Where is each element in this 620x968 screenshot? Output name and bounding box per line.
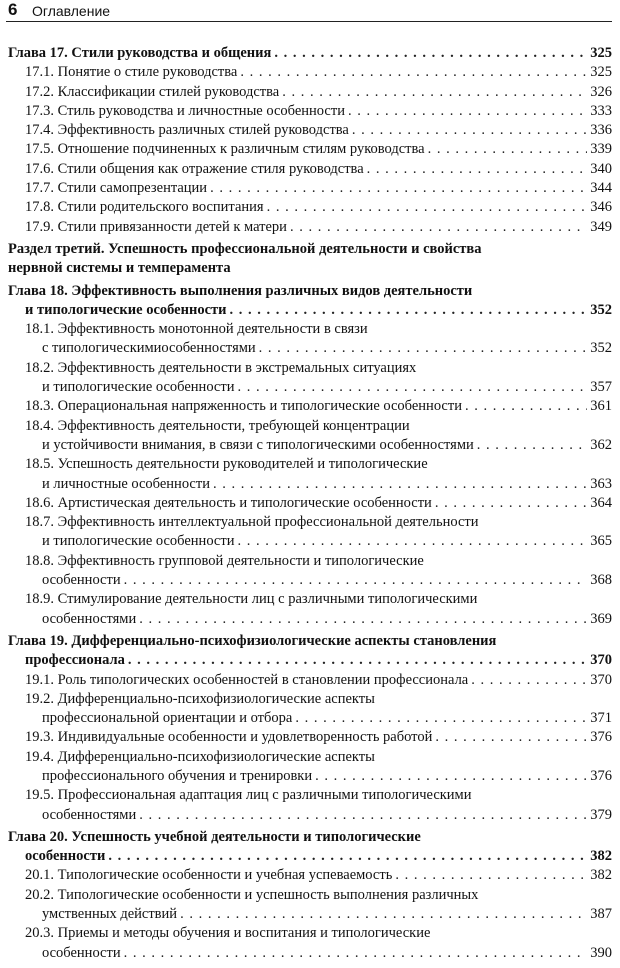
toc-entry-title: 17.7. Стили самопрезентации — [25, 180, 208, 197]
dot-leader — [240, 63, 587, 82]
toc-entry-title: 18.1. Эффективность монотонной деятельности в связи — [25, 321, 368, 338]
toc-page-number: 361 — [590, 398, 612, 415]
toc-entry-title: с типологическимиособенностями — [42, 340, 256, 357]
dot-leader — [465, 397, 587, 416]
toc-page-number: 376 — [590, 767, 612, 784]
toc-section-entry — [8, 63, 612, 82]
toc-entry-title: особенности — [42, 572, 121, 589]
toc-chapter-entry — [8, 44, 612, 63]
dot-leader — [367, 160, 588, 179]
toc-page-number: 340 — [590, 160, 612, 177]
toc-entry-title: 17.3. Стиль руководства и личностные особенности — [25, 102, 345, 119]
toc-section-entry — [8, 160, 612, 179]
running-title: Оглавление — [32, 3, 111, 19]
toc-page-number: 363 — [590, 475, 612, 492]
toc-section-entry — [8, 359, 612, 398]
toc-entry-title: 18.5. Успешность деятельности руководителей и типологические — [25, 456, 428, 473]
dot-leader — [352, 121, 587, 140]
toc-entry-title: 19.2. Дифференциально-психофизиологические аспекты — [25, 690, 375, 707]
toc-page-number: 376 — [590, 729, 612, 746]
dot-leader — [471, 671, 587, 690]
dot-leader — [282, 83, 587, 102]
toc-entry-title: профессионала — [25, 652, 125, 669]
toc-entry-title: 19.3. Индивидуальные особенности и удовлетворенность работой — [25, 729, 433, 746]
toc-page-number: 379 — [590, 806, 612, 823]
toc-section-entry — [8, 417, 612, 456]
toc-entry-title: и типологические особенности — [42, 533, 235, 550]
toc-section-entry — [8, 494, 612, 513]
toc-page-number: 382 — [590, 848, 612, 865]
toc-chapter-entry — [8, 632, 612, 671]
toc-section-entry — [8, 748, 612, 787]
toc-entry-title: 17.4. Эффективность различных стилей руководства — [25, 122, 349, 139]
dot-leader — [274, 44, 587, 63]
toc-page-number: 352 — [590, 301, 612, 318]
toc-page-number: 336 — [590, 122, 612, 139]
toc-entry-title: особенностями — [42, 610, 137, 627]
toc-page-number: 390 — [590, 944, 612, 961]
toc-entry-title: 18.7. Эффективность интеллектуальной профессиональной деятельности — [25, 514, 479, 531]
toc-section-entry — [8, 866, 612, 885]
dot-leader — [267, 198, 588, 217]
running-header — [6, 0, 612, 22]
toc-entry-title: особенности — [42, 944, 121, 961]
toc-part-heading — [8, 240, 612, 279]
dot-leader — [180, 905, 587, 924]
toc-page-number: 333 — [590, 102, 612, 119]
toc-entry-title: 17.1. Понятие о стиле руководства — [25, 64, 238, 81]
toc-entry-title: 17.6. Стили общения как отражение стиля руководства — [25, 160, 364, 177]
dot-leader — [435, 728, 587, 747]
dot-leader — [230, 301, 588, 320]
toc-entry-title: умственных действий — [42, 906, 178, 923]
toc-entry-title: 20.2. Типологические особенности и успешность выполнения различных — [25, 886, 479, 903]
table-of-contents — [8, 44, 612, 963]
toc-section-entry — [8, 397, 612, 416]
toc-entry-title: Глава 20. Успешность учебной деятельности и типологические — [8, 828, 421, 845]
toc-page-number: 325 — [590, 64, 612, 81]
toc-entry-title: Глава 19. Дифференциально-психофизиологические аспекты становления — [8, 632, 497, 649]
toc-section-entry — [8, 590, 612, 629]
dot-leader — [237, 532, 587, 551]
toc-entry-title: и личностные особенности — [42, 475, 210, 492]
toc-entry-title: Глава 18. Эффективность выполнения различных видов деятельности — [8, 282, 473, 299]
toc-page-number: 352 — [590, 340, 612, 357]
dot-leader — [139, 610, 587, 629]
toc-section-entry — [8, 690, 612, 729]
toc-entry-title: 17.2. Классификации стилей руководства — [25, 83, 280, 100]
dot-leader — [259, 339, 588, 358]
toc-section-entry — [8, 455, 612, 494]
toc-section-entry — [8, 320, 612, 359]
dot-leader — [128, 651, 587, 670]
toc-entry-title: 19.1. Роль типологических особенностей в становлении профессионала — [25, 671, 469, 688]
toc-entry-title: особенности — [25, 848, 106, 865]
page-number: 6 — [8, 0, 18, 19]
toc-section-entry — [8, 513, 612, 552]
toc-page-number: 371 — [590, 710, 612, 727]
toc-entry-title: Раздел третий. Успешность профессиональной деятельности и свойства — [8, 240, 482, 257]
toc-entry-title: 19.5. Профессиональная адаптация лиц с различными типологическими — [25, 787, 472, 804]
toc-page-number: 368 — [590, 572, 612, 589]
toc-section-entry — [8, 728, 612, 747]
toc-section-entry — [8, 552, 612, 591]
toc-entry-title: и типологические особенности — [42, 379, 235, 396]
dot-leader — [295, 709, 587, 728]
toc-page-number: 325 — [590, 45, 612, 61]
dot-leader — [210, 179, 587, 198]
toc-section-entry — [8, 140, 612, 159]
toc-page-number: 362 — [590, 436, 612, 453]
toc-entry-title: 19.4. Дифференциально-психофизиологические аспекты — [25, 748, 375, 765]
toc-entry-title: 17.5. Отношение подчиненных к различным стилям руководства — [25, 141, 425, 158]
toc-section-entry — [8, 179, 612, 198]
toc-entry-title: особенностями — [42, 806, 137, 823]
toc-page-number: 370 — [590, 652, 612, 669]
toc-page-number: 364 — [590, 494, 612, 511]
toc-entry-title: 20.1. Типологические особенности и учебная успеваемость — [25, 867, 393, 884]
toc-entry-title: 20.3. Приемы и методы обучения и воспитания и типологические — [25, 925, 431, 942]
toc-entry-title: 18.6. Артистическая деятельность и типологические особенности — [25, 494, 432, 511]
dot-leader — [477, 436, 587, 455]
toc-entry-title: 18.2. Эффективность деятельности в экстремальных ситуациях — [25, 359, 417, 376]
toc-entry-title: нервной системы и темперамента — [8, 260, 231, 277]
toc-chapter-entry — [8, 282, 612, 321]
toc-entry-title: 18.8. Эффективность групповой деятельности и типологические — [25, 552, 424, 569]
toc-chapter-entry — [8, 828, 612, 867]
dot-leader — [237, 378, 587, 397]
toc-page-number: 339 — [590, 141, 612, 158]
toc-entry-title: 18.3. Операциональная напряженность и типологические особенности — [25, 398, 462, 415]
toc-section-entry — [8, 786, 612, 825]
toc-section-entry — [8, 102, 612, 121]
toc-entry-title: и типологические особенности — [25, 301, 227, 318]
toc-section-entry — [8, 198, 612, 217]
dot-leader — [348, 102, 587, 121]
toc-entry-title: профессионального обучения и тренировки — [42, 767, 313, 784]
toc-entry-title: 18.9. Стимулирование деятельности лиц с различными типологическими — [25, 591, 478, 608]
toc-entry-title: 18.4. Эффективность деятельности, требующей концентрации — [25, 417, 410, 434]
toc-section-entry — [8, 121, 612, 140]
toc-page-number: 370 — [590, 671, 612, 688]
dot-leader — [290, 218, 587, 237]
toc-page-number: 382 — [590, 867, 612, 884]
toc-section-entry — [8, 924, 612, 963]
toc-page-number: 346 — [590, 199, 612, 216]
toc-page-number: 387 — [590, 906, 612, 923]
dot-leader — [108, 847, 587, 866]
dot-leader — [395, 866, 587, 885]
toc-section-entry — [8, 886, 612, 925]
dot-leader — [428, 140, 588, 159]
dot-leader — [124, 571, 588, 590]
toc-section-entry — [8, 671, 612, 690]
toc-page-number: 369 — [590, 610, 612, 627]
toc-entry-title: 17.8. Стили родительского воспитания — [25, 199, 264, 216]
dot-leader — [213, 475, 587, 494]
toc-page-number: 326 — [590, 83, 612, 100]
toc-entry-title: профессиональной ориентации и отбора — [42, 710, 293, 727]
toc-page-number: 349 — [590, 218, 612, 235]
toc-page-number: 365 — [590, 533, 612, 550]
toc-page-number: 344 — [590, 180, 612, 197]
dot-leader — [124, 944, 588, 963]
dot-leader — [139, 806, 587, 825]
dot-leader — [435, 494, 587, 513]
toc-entry-title: 17.9. Стили привязанности детей к матери — [25, 218, 287, 235]
toc-section-entry — [8, 218, 612, 237]
toc-entry-title: и устойчивости внимания, в связи с типологическими особенностями — [42, 436, 474, 453]
toc-page-number: 357 — [590, 379, 612, 396]
toc-section-entry — [8, 83, 612, 102]
dot-leader — [315, 767, 587, 786]
toc-entry-title: Глава 17. Стили руководства и общения — [8, 45, 272, 61]
